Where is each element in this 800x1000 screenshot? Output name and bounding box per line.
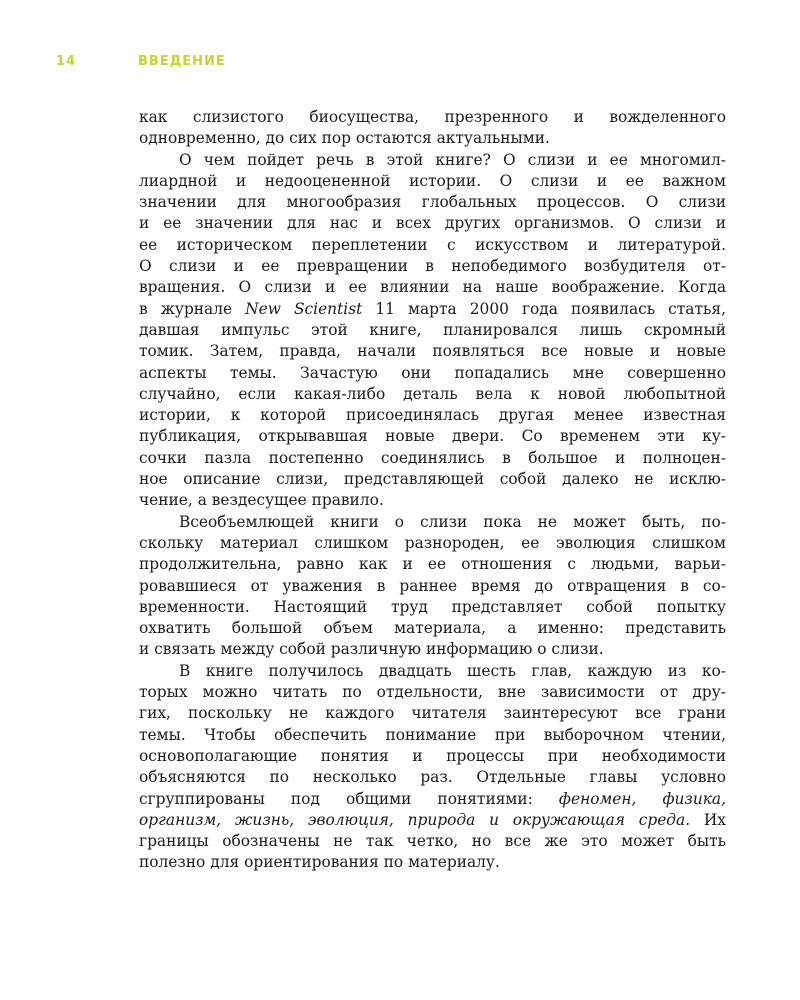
paragraph [139, 661, 726, 874]
text-line: значении для многообразия глобальных процессов. О слизи [139, 193, 726, 212]
text-line: аспекты темы. Зачастую они попадались мне совершенно [139, 363, 726, 382]
paragraph [139, 107, 726, 150]
paragraph [139, 150, 726, 512]
text-line: томик. Затем, правда, начали появляться все новые и новые [139, 342, 726, 361]
text-line: О слизи и ее превращении в непобедимого возбудителя от- [139, 257, 726, 276]
text-line: сочки пазла постепенно соединялись в большое и полноцен- [139, 448, 726, 467]
text-line: границы обозначены не так четко, но все же это может быть [139, 832, 726, 851]
text-line: лиардной и недооцененной истории. О слизи и ее важном [139, 171, 726, 190]
text-line: истории, к которой присоединялась другая менее известная [139, 406, 726, 425]
text-line: гих, поскольку не каждого читателя заинтересуют все грани [139, 704, 726, 723]
text-line: организм, жизнь, эволюция, природа и окружающая среда. Их [139, 810, 726, 829]
body-text [139, 107, 726, 874]
text-line: и ее значении для нас и всех других организмов. О слизи и [139, 214, 726, 233]
text-line: торых можно читать по отдельности, вне зависимости от дру- [139, 683, 726, 702]
text-line: в журнале New Scientist 11 марта 2000 года появилась статья, [139, 299, 726, 318]
text-line: вращения. О слизи и ее влиянии на наше воображение. Когда [139, 278, 726, 297]
text-line: О чем пойдет речь в этой книге? О слизи и ее многомил- [179, 150, 726, 169]
text-line: ее историческом переплетении с искусством и литературой. [139, 235, 726, 254]
text-line: основополагающие понятия и процессы при необходимости [139, 746, 726, 765]
text-line: Всеобъемлющей книги о слизи пока не может быть, по- [179, 512, 726, 531]
text-line: сгруппированы под общими понятиями: феномен, физика, [139, 789, 726, 808]
text-line: временности. Настоящий труд представляет собой попытку [139, 597, 726, 616]
running-head [56, 54, 356, 74]
page-number: 14 [56, 54, 77, 69]
text-line: и связать между собой различную информацию о слизи. [139, 640, 604, 659]
text-line: скольку материал слишком разнороден, ее эволюция слишком [139, 533, 726, 552]
text-line: ное описание слизи, представляющей собой далеко не исклю- [139, 470, 726, 489]
section-title: ВВЕДЕНИЕ [138, 54, 226, 69]
text-line: ровавшиеся от уважения в раннее время до отвращения в со- [139, 576, 726, 595]
text-line: чение, а вездесущее правило. [139, 491, 384, 510]
text-line: охватить большой объем материала, а именно: представить [139, 619, 726, 638]
text-line: полезно для ориентирования по материалу. [139, 853, 500, 872]
text-line: случайно, если какая-либо деталь вела к новой любопытной [139, 384, 726, 403]
text-line: одновременно, до сих пор остаются актуальными. [139, 129, 550, 148]
text-line: публикация, открывавшая новые двери. Со временем эти ку- [139, 427, 726, 446]
text-line: объясняются по несколько раз. Отдельные главы условно [139, 768, 726, 787]
text-line: давшая импульс этой книге, планировался лишь скромный [139, 320, 726, 339]
text-line: темы. Чтобы обеспечить понимание при выборочном чтении, [139, 725, 726, 744]
paragraph [139, 512, 726, 661]
text-line: как слизистого биосущества, презренного и вожделенного [139, 108, 726, 126]
text-line: продолжительна, равно как и ее отношения с людьми, варьи- [139, 555, 726, 574]
text-line: В книге получилось двадцать шесть глав, каждую из ко- [179, 661, 726, 680]
